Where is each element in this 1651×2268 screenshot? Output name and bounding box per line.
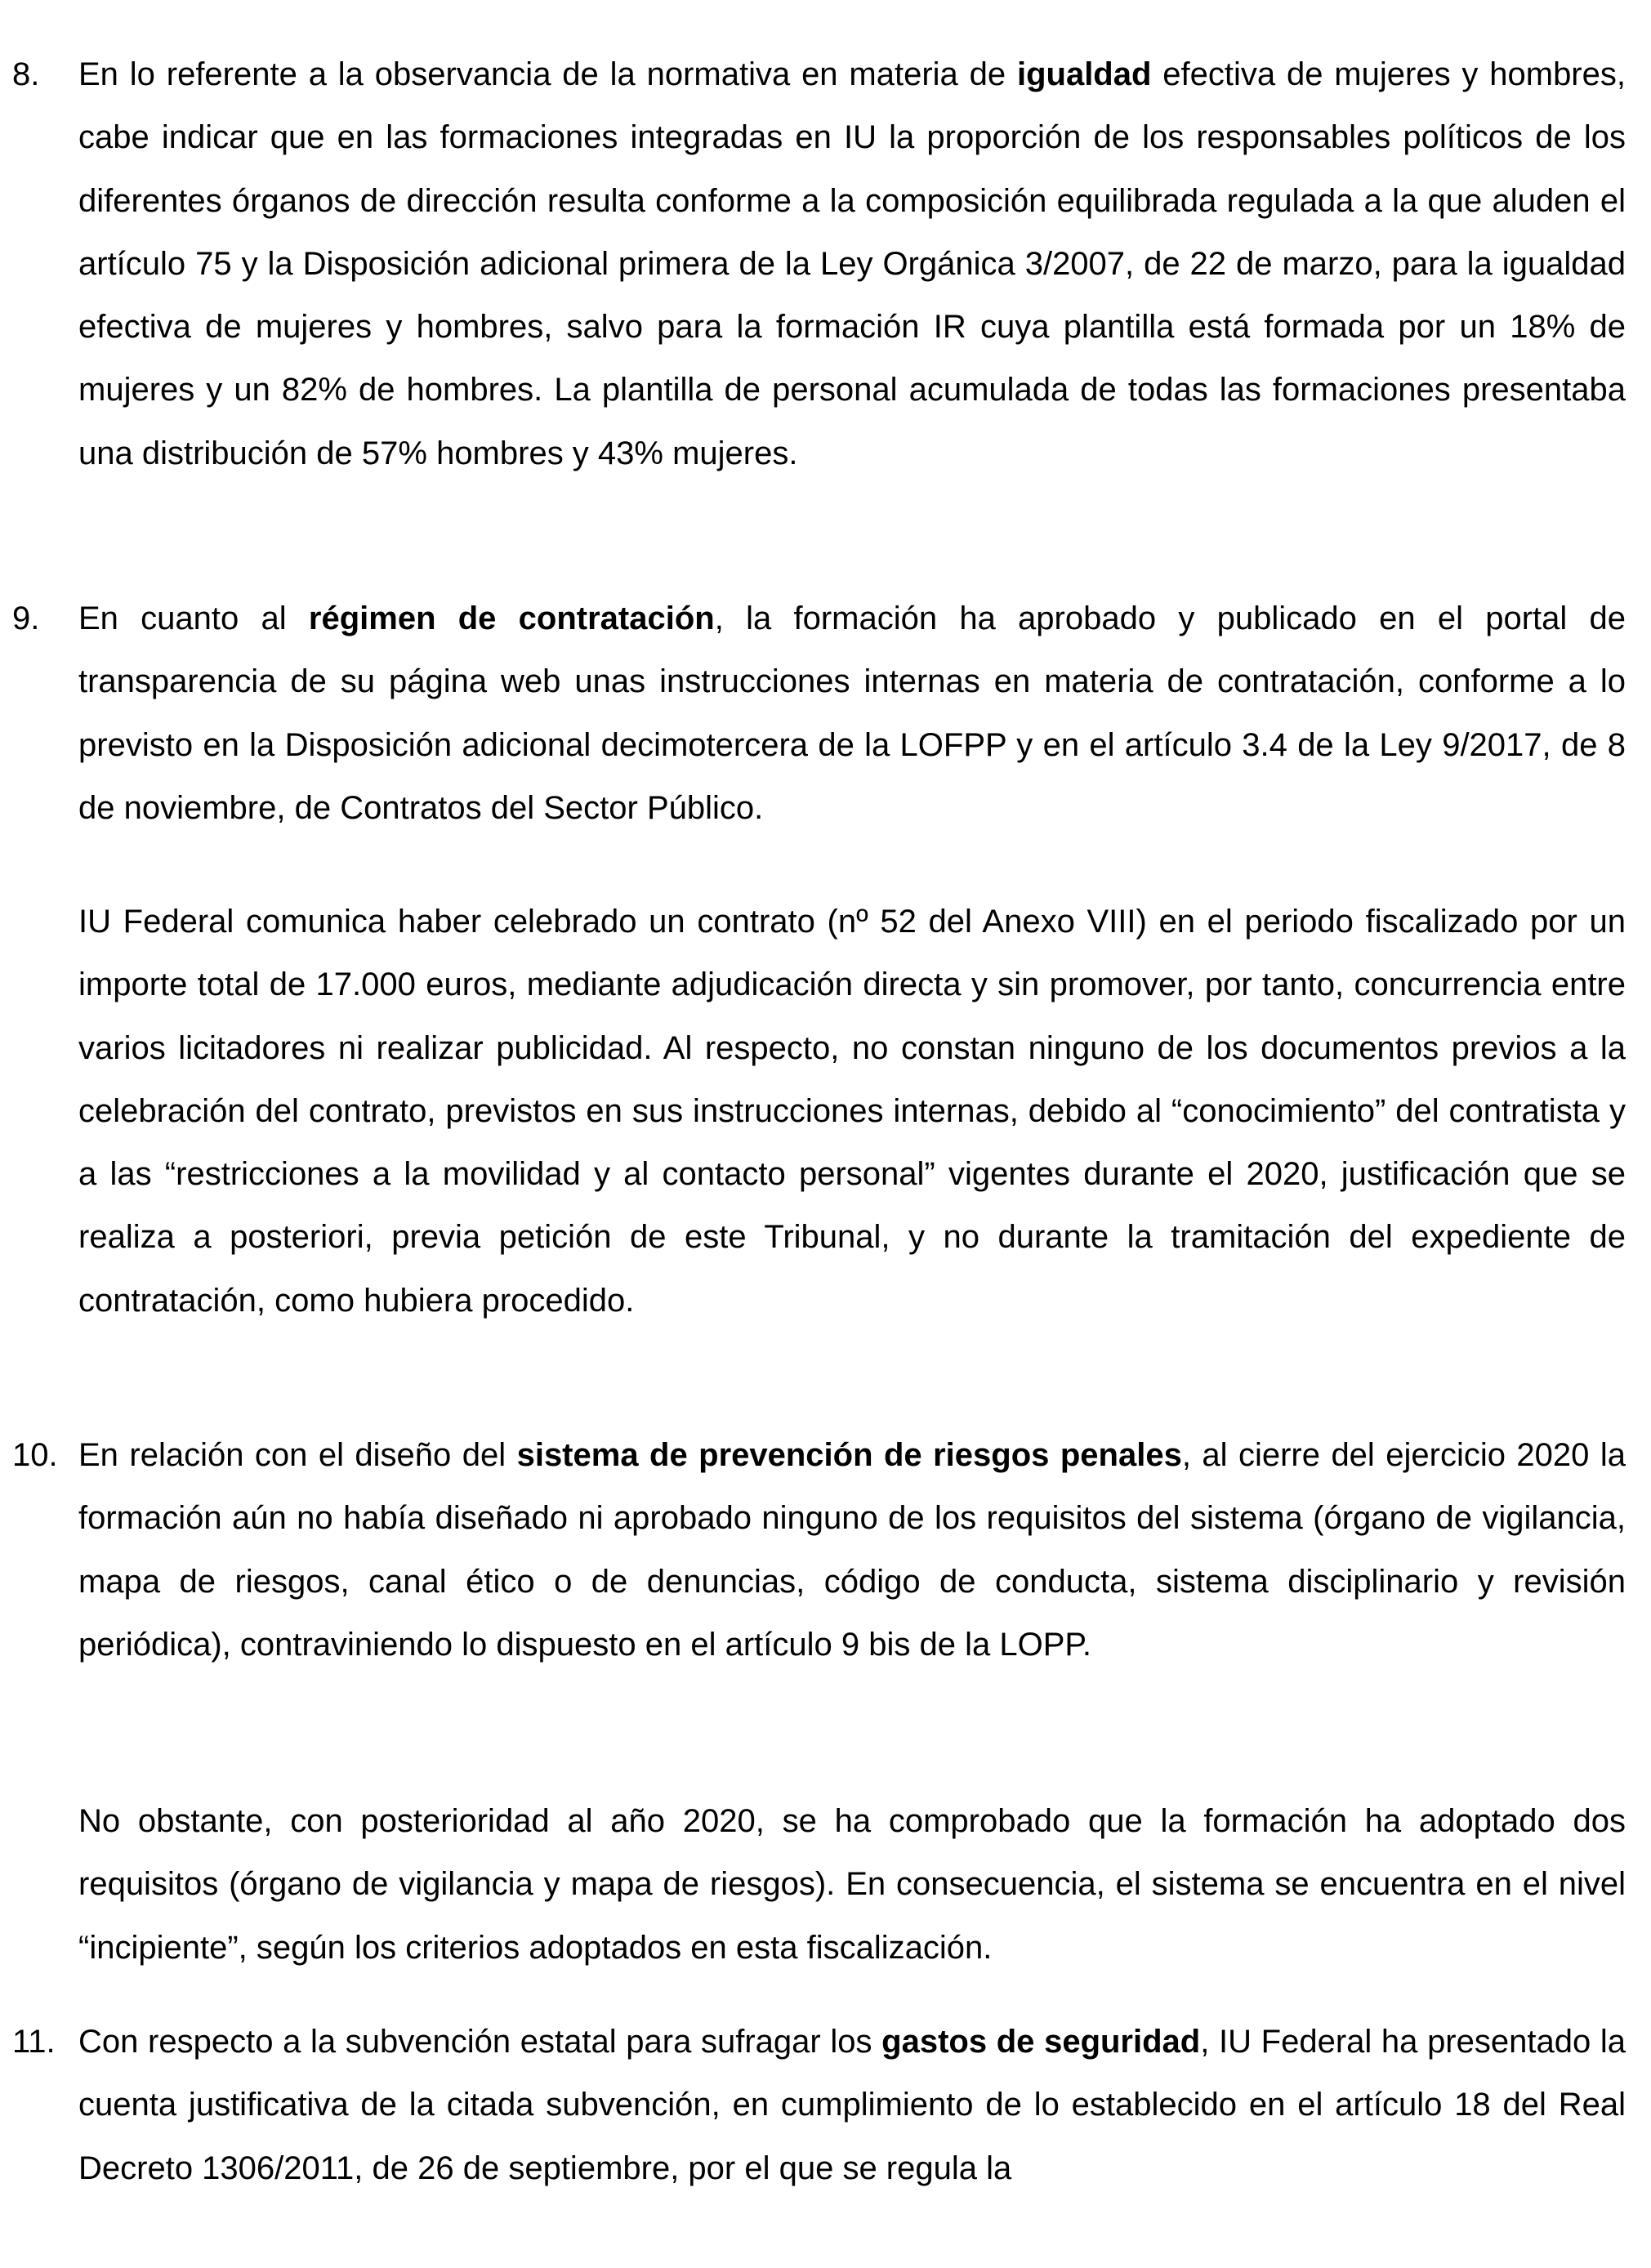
text-run: efectiva de mujeres y hombres, cabe indicar que en las formaciones integradas en IU la proporción de los responsables políticos de los diferentes órganos de dirección resulta conforme a la composición equilibrada regulada a la que aluden el artículo 75 y la Disposición adicional primera de la Ley Orgánica 3/2007, de 22 de marzo, para la igualdad efectiva de mujeres y hombres, salvo para la formación IR cuya plantilla está formada por un 18% de mujeres y un 82% de hombres. La plantilla de personal acumulada de todas las formaciones presentaba una distribución de 57% hombres y 43% mujeres. [78,56,1626,471]
paragraph-contracting-regime [78,587,1626,840]
text-run: , la formación ha aprobado y publicado en el portal de transparencia de su página web unas instrucciones internas en materia de contratación, conforme a lo previsto en la Disposición adicional decimotercera de la LOFPP y en el artículo 3.4 de la Ley 9/2017, de 8 de noviembre, de Contratos del Sector Público. [78,600,1626,826]
bold-term-gastos-seguridad: gastos de seguridad [881,2024,1201,2060]
item-number: 8. [12,56,40,92]
bold-term-regimen-contratacion: régimen de contratación [308,600,715,636]
text-run: En cuanto al [78,600,309,636]
text-run: , IU Federal ha presentado la cuenta justificativa de la citada subvención, en cumplimiento de lo establecido en el artículo 18 del Real Decreto 1306/2011, de 26 de septiembre, por el que se regula la [78,2024,1626,2186]
text-run: En relación con el diseño del [78,1437,517,1473]
bold-term-igualdad: igualdad [1016,56,1152,92]
item-number: 9. [12,600,40,636]
paragraph-criminal-risk-prevention [78,1424,1626,1676]
item-number: 11. [12,2024,56,2060]
paragraph-security-expenses [78,2011,1626,2200]
item-number: 10. [12,1437,58,1473]
paragraph-contract-details: IU Federal comunica haber celebrado un contrato (nº 52 del Anexo VIII) en el periodo fiscalizado por un importe total de 17.000 euros, mediante adjudicación directa y sin promover, por tanto, concurrencia entre varios licitadores ni realizar publicidad. Al respecto, no constan ninguno de los documentos previos a la celebración del contrato, previstos en sus instrucciones internas, debido al “conocimiento” del contratista y a las “restricciones a la movilidad y al contacto personal” vigentes durante el 2020, justificación que se realiza a posteriori, previa petición de este Tribunal, y no durante la tramitación del expediente de contratación, como hubiera procedido. [78,904,1626,1319]
bold-term-sistema-prevencion: sistema de prevención de riesgos penales [516,1437,1182,1473]
text-run: En lo referente a la observancia de la normativa en materia de [78,56,1017,92]
text-run: Con respecto a la subvención estatal para sufragar los [78,2024,882,2060]
text-run: , al cierre del ejercicio 2020 la formación aún no había diseñado ni aprobado ninguno de los requisitos del sistema (órgano de vigilancia, mapa de riesgos, canal ético o de denuncias, código de conducta, sistema disciplinario y revisión periódica), contraviniendo lo dispuesto en el artículo 9 bis de la LOPP. [78,1437,1626,1663]
paragraph-equality [78,43,1626,485]
paragraph-incipient-level: No obstante, con posterioridad al año 2020, se ha comprobado que la formación ha adoptado dos requisitos (órgano de vigilancia y mapa de riesgos). En consecuencia, el sistema se encuentra en el nivel “incipiente”, según los criterios adoptados en esta fiscalización. [78,1803,1626,1966]
